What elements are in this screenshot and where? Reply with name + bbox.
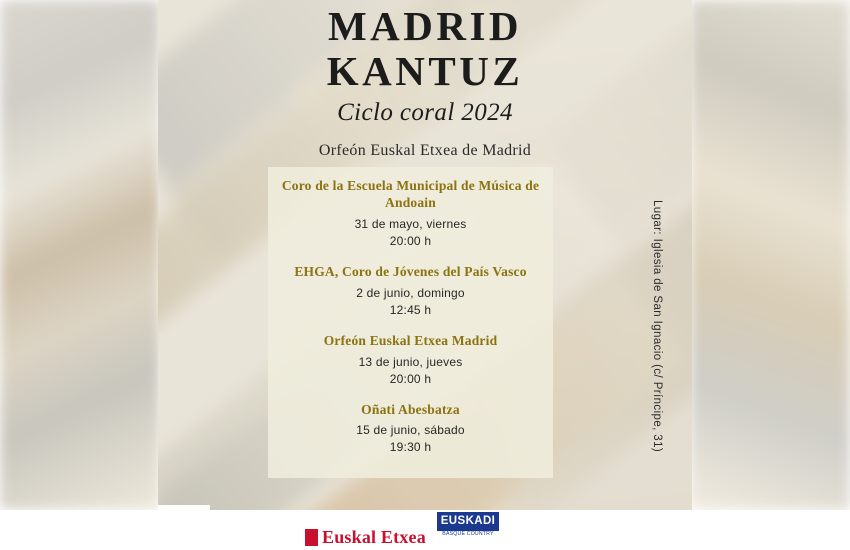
program-entry-name: Coro de la Escuela Municipal de Música de Andoain: [281, 178, 540, 210]
list-item: [268, 333, 553, 386]
list-item: [268, 264, 553, 317]
euskadi-logo-line1: EUSKADI: [440, 515, 496, 527]
background-left-strip: [0, 0, 160, 510]
poster-content: [158, 0, 692, 510]
euskal-etxea-logo: [305, 527, 426, 548]
background-right-strip: [690, 0, 850, 510]
program-list: [268, 178, 553, 454]
page-title-line1: MADRID: [327, 3, 523, 49]
euskal-etxea-logo-text: Euskal Etxea: [322, 527, 426, 547]
footer: [0, 505, 850, 550]
euskal-etxea-mark-icon: [305, 529, 318, 546]
program-entry-date: 2 de junio, domingo: [356, 285, 465, 300]
program-entry-time: 19:30 h: [389, 440, 432, 455]
page-title-line2: KANTUZ: [326, 47, 524, 94]
program-entry-date: 15 de junio, sábado: [356, 423, 465, 438]
euskadi-basque-country-logo: [437, 512, 499, 538]
program-entry-date: 31 de mayo, viernes: [354, 216, 467, 231]
program-entry-time: 20:00 h: [389, 233, 432, 248]
host-organization: Orfeón Euskal Etxea de Madrid: [318, 142, 532, 159]
program-entry-name: Orfeón Euskal Etxea Madrid: [323, 332, 498, 348]
program-entry-time: 20:00 h: [389, 371, 432, 386]
page-subtitle: Ciclo coral 2024: [337, 98, 513, 126]
title-block: [158, 3, 692, 127]
program-entry-time: 12:45 h: [389, 302, 432, 317]
program-entry-name: EHGA, Coro de Jóvenes del País Vasco: [294, 263, 527, 279]
list-item: [268, 402, 553, 455]
euskadi-logo-line2: BASQUE COUNTRY: [437, 531, 499, 538]
program-entry-date: 13 de junio, jueves: [358, 354, 463, 369]
program-entry-name: Oñati Abesbatza: [361, 401, 460, 417]
list-item: [268, 178, 553, 248]
venue-label: Lugar: Iglesia de San Ignacio (c/ Príncipe, 31): [651, 200, 663, 453]
